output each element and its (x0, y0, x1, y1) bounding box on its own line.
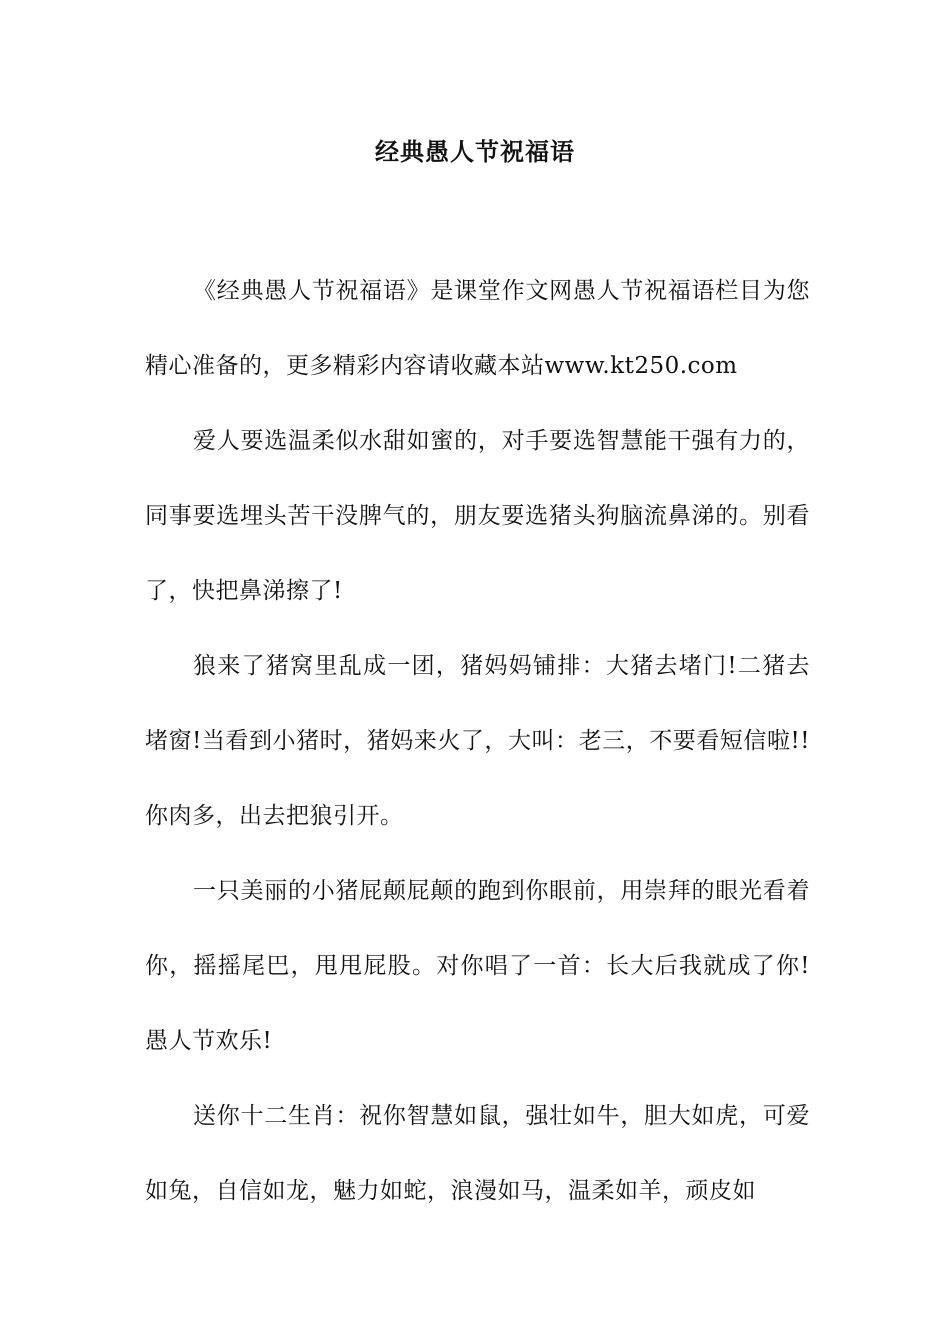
document-body (145, 254, 810, 1229)
paragraph-3: 一只美丽的小猪屁颠屁颠的跑到你眼前，用崇拜的眼光看着你，摇摇尾巴，甩甩屁股。对你唱了一首：长大后我就成了你!愚人节欢乐! (145, 878, 810, 1054)
paragraph-2: 狼来了猪窝里乱成一团，猪妈妈铺排：大猪去堵门!二猪去堵窗!当看到小猪时，猪妈来火了，大叫：老三，不要看短信啦!!你肉多，出去把狼引开。 (145, 653, 810, 829)
paragraph-4: 送你十二生肖：祝你智慧如鼠，强壮如牛，胆大如虎，可爱如兔，自信如龙，魅力如蛇，浪漫如马，温柔如羊，顽皮如 (145, 1103, 810, 1204)
document-title: 经典愚人节祝福语 (375, 137, 575, 166)
paragraph-intro: 《经典愚人节祝福语》是课堂作文网愚人节祝福语栏目为您精心准备的，更多精彩内容请收藏本站www.kt250.com (145, 278, 810, 379)
paragraph-1: 爱人要选温柔似水甜如蜜的，对手要选智慧能干强有力的，同事要选埋头苦干没脾气的，朋友要选猪头狗脑流鼻涕的。别看了，快把鼻涕擦了! (145, 428, 810, 604)
